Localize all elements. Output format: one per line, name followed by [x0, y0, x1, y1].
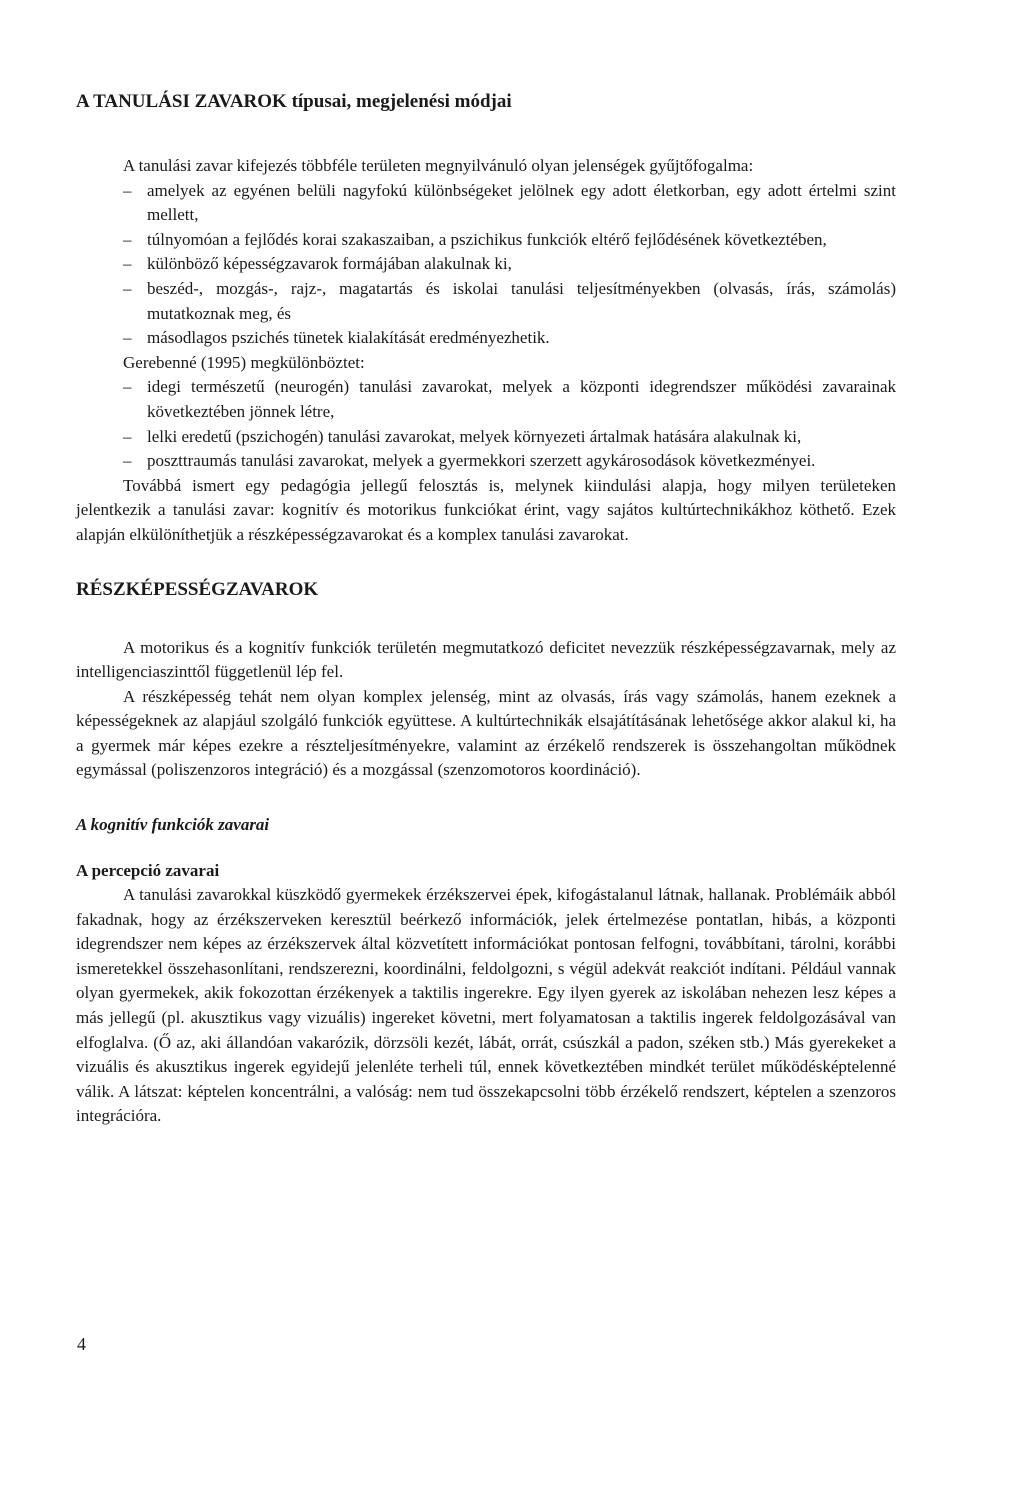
- list-item-text: poszttraumás tanulási zavarokat, melyek a gyermekkori szerzett agykárosodások következményei.: [147, 451, 816, 471]
- gerebenne-list: [76, 375, 896, 473]
- list-item-text: túlnyomóan a fejlődés korai szakaszaiban, a pszichikus funkciók eltérő fejlődésének következtében,: [147, 229, 827, 249]
- main-heading-caps: A TANULÁSI ZAVAROK: [76, 91, 287, 112]
- percepcio-paragraph: A tanulási zavarokkal küszködő gyermekek érzékszervei épek, kifogástalanul látnak, hallanak. Problémáik abból fakadnak, hogy az érzékszerveken keresztül beérkező információk, jelek értelmezése pontatlan, hibás, a központi idegrendszer nem képes az érzékszervek által közvetített információkat pontosan felfogni, továbbítani, tárolni, korábbi ismeretekkel összehasonlítani, rendszerezni, koordinálni, feldolgozni, s végül adekvát reakciót indítani. Például vannak olyan gyermekek, akik fokozottan érzékenyek a taktilis ingerekre. Egy ilyen gyerek az iskolában nehezen lesz képes a más jellegű (pl. akusztikus vagy vizuális) ingereket követni, mert folyamatosan a taktilis ingerek feldolgozásával van elfoglalva. (Ő az, aki állandóan vakarózik, dörzsöli kezét, lábát, orrát, csúszkál a padon, széken stb.) Más gyerekeket a vizuális és akusztikus ingerek egyidejű jelenléte terheli túl, ennek következtében mindkét terület működésképtelenné válik. A látszat: képtelen koncentrálni, a valóság: nem tud összekapcsolni több érzékelő rendszert, képtelen a szenzoros integrációra.: [76, 885, 896, 1126]
- main-heading-rest: típusai, megjelenési módjai: [286, 91, 512, 112]
- list-item: [76, 252, 896, 277]
- list-item-text: másodlagos pszichés tünetek kialakítását eredményezhetik.: [147, 328, 550, 348]
- page-number: 4: [77, 1334, 86, 1354]
- list-item: [76, 228, 896, 253]
- list-item-text: beszéd-, mozgás-, rajz-, magatartás és iskolai tanulási teljesítményekben (olvasás, írás, számolás) mutatkoznak meg, és: [147, 278, 896, 323]
- motorikus-paragraph: A motorikus és a kognitív funkciók területén megmutatkozó deficitet nevezzük részképességzavarnak, mely az intelligenciaszinttől függetlenül lép fel.: [76, 637, 896, 682]
- gerebenne-line: Gerebenné (1995) megkülönböztet:: [123, 352, 365, 372]
- dash-bullet: –: [123, 377, 132, 397]
- list-item: [76, 425, 896, 450]
- pedagogical-paragraph: Továbbá ismert egy pedagógia jellegű felosztás is, melynek kiindulási alapja, hogy milyen területeken jelentkezik a tanulási zavar: kognitív és motorikus funkciókat érint, vagy sajátos kultúrtechnikákhoz köthető. Ezek alapján elkülöníthetjük a részképességzavarokat és a komplex tanulási zavarokat.: [76, 475, 896, 544]
- list-item: [76, 326, 896, 351]
- list-item: [76, 277, 896, 326]
- list-item: [76, 375, 896, 424]
- dash-bullet: –: [123, 451, 132, 471]
- list-item-text: lelki eredetű (pszichogén) tanulási zavarokat, melyek környezeti ártalmak hatására alakulnak ki,: [147, 426, 802, 446]
- reszkepesseg-paragraph: A részképesség tehát nem olyan komplex jelenség, mint az olvasás, írás vagy számolás, hanem ezeknek a képességeknek az alapjául szolgáló funkciók együttese. A kultúrtechnikák elsajátításának lehetősége akkor alakul ki, ha a gyermek már képes ezekre a részteljesítményekre, valamint az érzékelő rendszerek is összehangoltan működnek egymással (poliszenzoros integráció) és a mozgással (szenzomotoros koordináció).: [76, 686, 896, 780]
- subheading-cognitive: A kognitív funkciók zavarai: [76, 815, 270, 835]
- characteristics-list: [76, 179, 896, 351]
- list-item-text: idegi természetű (neurogén) tanulási zavarokat, melyek a központi idegrendszer működési zavarainak következtében jönnek létre,: [147, 377, 896, 421]
- dash-bullet: –: [123, 180, 132, 200]
- dash-bullet: –: [123, 328, 132, 348]
- section-heading: RÉSZKÉPESSÉGZAVAROK: [76, 578, 319, 600]
- list-item: [76, 179, 896, 228]
- dash-bullet: –: [123, 254, 132, 274]
- intro-paragraph: A tanulási zavar kifejezés többféle területen megnyilvánuló olyan jelenségek gyűjtőfogalma:: [123, 156, 754, 175]
- main-heading: [76, 90, 896, 114]
- dash-bullet: –: [123, 278, 132, 298]
- dash-bullet: –: [123, 229, 132, 249]
- dash-bullet: –: [123, 426, 132, 446]
- list-item-text: amelyek az egyénen belüli nagyfokú különbségeket jelölnek egy adott életkorban, egy adott értelmi szint mellett,: [147, 180, 896, 225]
- page-content: [76, 90, 896, 1129]
- subheading-perception: A percepció zavarai: [76, 861, 220, 881]
- list-item: [76, 449, 896, 474]
- list-item-text: különböző képességzavarok formájában alakulnak ki,: [147, 254, 512, 274]
